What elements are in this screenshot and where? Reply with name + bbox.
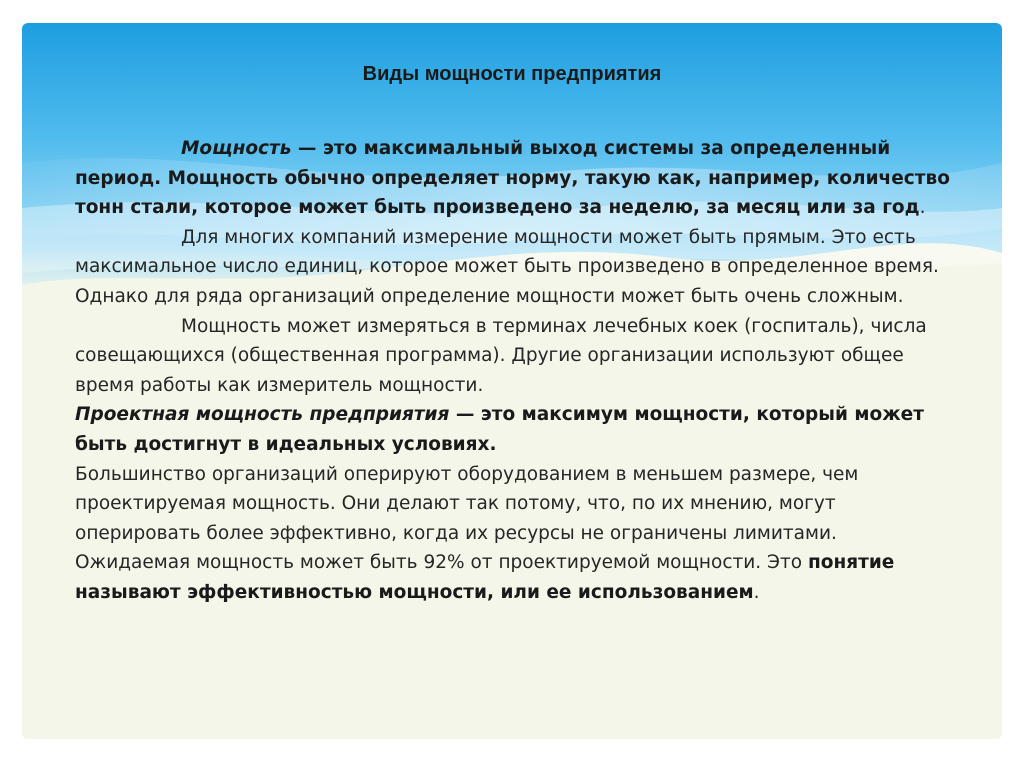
paragraph-direct-measurement <box>75 223 955 312</box>
paragraph-effective-capacity <box>75 460 955 608</box>
paragraph-design-capacity <box>75 400 955 459</box>
effective-capacity-bold: понятие называют эффективностью мощности, или ее использованием <box>75 552 895 603</box>
term-design-capacity: Проектная мощность предприятия <box>75 404 450 426</box>
slide-title: Виды мощности предприятия <box>362 63 662 85</box>
direct-measurement-text: Для многих компаний измерение мощности может быть прямым. Это есть максимальное число единиц, которое может быть произведено в определенное время. Однако для ряда организаций определение мощности может быть очень сложным. <box>75 226 939 307</box>
measurement-terms-text: Мощность может измеряться в терминах лечебных коек (госпиталь), числа совещающихся (общественная программа). Другие организации используют общее время работы как измеритель мощности. <box>75 315 927 396</box>
effective-capacity-end: . <box>753 581 760 603</box>
paragraph-measurement-terms <box>75 312 955 401</box>
term-capacity: Мощность <box>181 138 292 159</box>
slide-body <box>75 134 955 608</box>
capacity-definition-text: — это максимальный выход системы за определенный период. Мощность обычно определяет норму, такую как, например, количество тонн стали, которое может быть произведено за неделю, за месяц или за год <box>75 138 950 219</box>
slide <box>22 23 1002 739</box>
capacity-definition-end: . <box>919 197 926 219</box>
effective-capacity-text: Большинство организаций оперируют оборудованием в меньшем размере, чем проектируемая мощность. Они делают так потому, что, по их мнению, могут оперировать более эффективно, когда их ресурсы не ограничены лимитами. Ожидаемая мощность может быть 92% от проектируемой мощности. Это <box>75 463 859 574</box>
design-capacity-text: — это максимум мощности, который может быть достигнут в идеальных условиях. <box>75 404 924 455</box>
paragraph-capacity-definition <box>75 134 955 223</box>
